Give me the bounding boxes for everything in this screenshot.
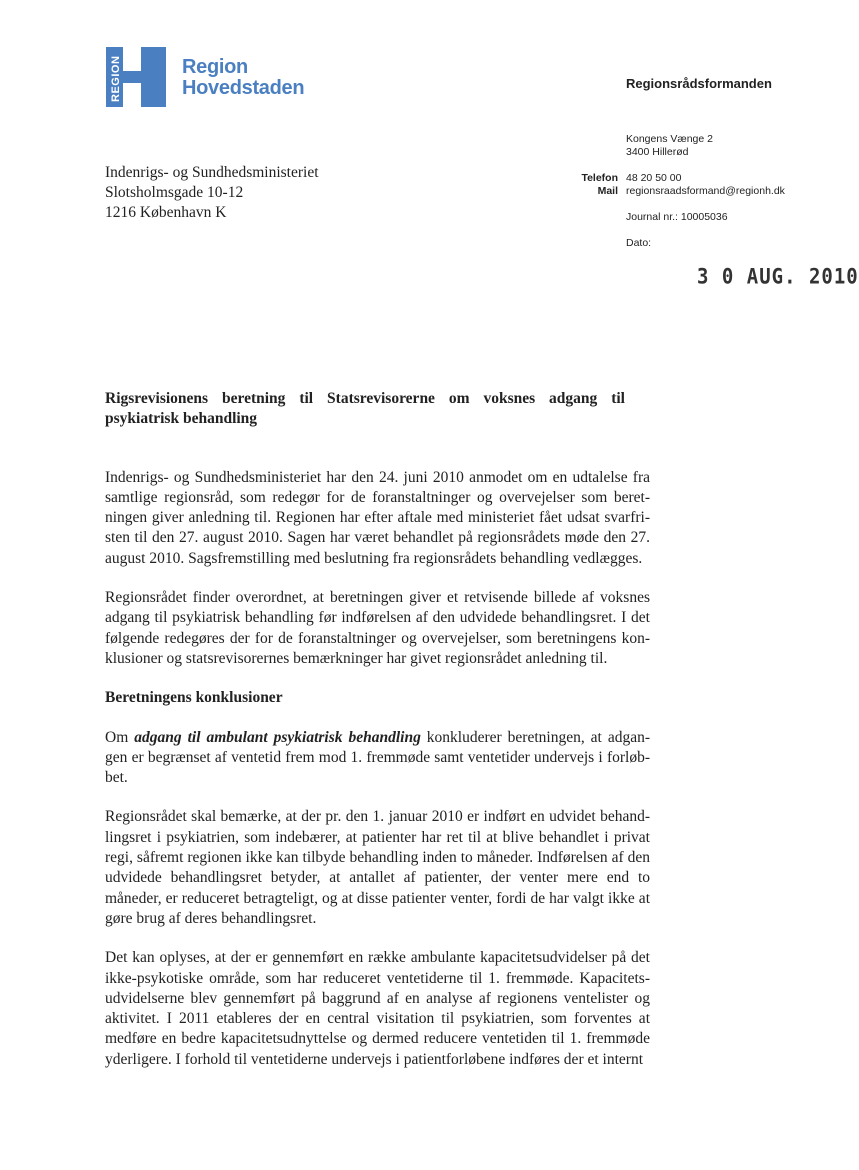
phone-value: 48 20 50 00 <box>626 172 682 184</box>
phone-label: Telefon <box>581 172 618 184</box>
subject-line: Rigsrevisionens beretning til Statsrevisorerne om voksnes adgang til psykiatrisk behandling <box>105 390 625 428</box>
logo-line-1: Region <box>182 56 248 78</box>
emphasized-text: adgang til ambulant psykiatrisk behandling <box>134 728 421 746</box>
journal-number: Journal nr.: 10005036 <box>626 211 728 223</box>
region-hovedstaden-logo <box>106 47 166 107</box>
contact-block <box>560 133 785 250</box>
sender-title: Regionsrådsformanden <box>626 76 772 91</box>
logo-line-2: Hovedstaden <box>182 77 305 99</box>
recipient-address <box>105 163 319 223</box>
date-label: Dato: <box>626 237 652 249</box>
recipient-line: 1216 København K <box>105 204 227 221</box>
logo-wordmark <box>182 57 304 99</box>
paragraph <box>105 728 650 789</box>
text-run: konkluderer beretningen, at adgan-gen er begrænset af ventetid frem mod 1. fremmøde samt ventetider undervejs i forløb-bet. <box>105 728 651 787</box>
paragraph: Det kan oplyses, at der er gennemført en række ambulante kapacitetsudvidelser på det ikke-psykotiske område, som har reduceret ventetiderne til 1. fremmøde. Kapacitets-udvidelserne blev gennemført på baggrund af en analyse af regionens ventelister og aktivitet. I 2011 etableres der en central visitation til psykiatrien, som forventes at medføre en bedre kapacitetsudnyttelse og dermed reducere ventetiden til 1. fremmøde yderligere. I forhold til ventetiderne undervejs i patientforløbene indføres der et internt <box>105 949 650 1068</box>
mail-value: regionsraadsformand@regionh.dk <box>626 185 785 197</box>
mail-label: Mail <box>597 185 618 197</box>
address-line: Kongens Vænge 2 <box>626 133 713 145</box>
date-stamp: 3 0 AUG. 2010 <box>697 264 859 290</box>
letter-body <box>105 389 650 1070</box>
paragraph: Regionsrådet finder overordnet, at beretningen giver et retvisende billede af voksnes adgang til psykiatrisk behandling før indførelsen af den udvidede behandlingsret. I det følgende redegøres der for de foranstaltninger og overvejelser, som beretningens kon-klusioner og statsrevisorernes bemærkninger har givet regionsrådet anledning til. <box>105 589 650 667</box>
paragraph: Regionsrådet skal bemærke, at der pr. den 1. januar 2010 er indført en udvidet behand-lingsret i psykiatrien, som indebærer, at patienter har ret til at blive behandlet i privat regi, såfremt regionen ikke kan tilbyde behandling inden to måneder. Indførelsen af den udvidede behandlingsret betyder, at antallet af patienter, der venter mere end to måneder, er reduceret betragteligt, og at disse patienter venter, fordi de har valgt ikke at gøre brug af deres behandlingsret. <box>105 808 650 927</box>
paragraph: Indenrigs- og Sundhedsministeriet har den 24. juni 2010 anmodet om en udtalelse fra samtlige regionsråd, som redegør for de foranstaltninger og overvejelser som beret-ningen giver anledning til. Regionen har efter aftale med ministeriet fået udsat svarfri-sten til den 27. august 2010. Sagen har været behandlet på regionsrådets møde den 27. august 2010. Sagsfremstilling med beslutning fra regionsrådets behandling vedlægges. <box>105 468 650 567</box>
recipient-line: Indenrigs- og Sundhedsministeriet <box>105 164 319 181</box>
text-run: Om <box>105 728 135 746</box>
section-heading: Beretningens konklusioner <box>105 689 283 707</box>
address-line: 3400 Hillerød <box>626 146 689 158</box>
recipient-line: Slotsholmsgade 10-12 <box>105 184 244 201</box>
logo-emblem-text: REGION <box>110 55 122 102</box>
